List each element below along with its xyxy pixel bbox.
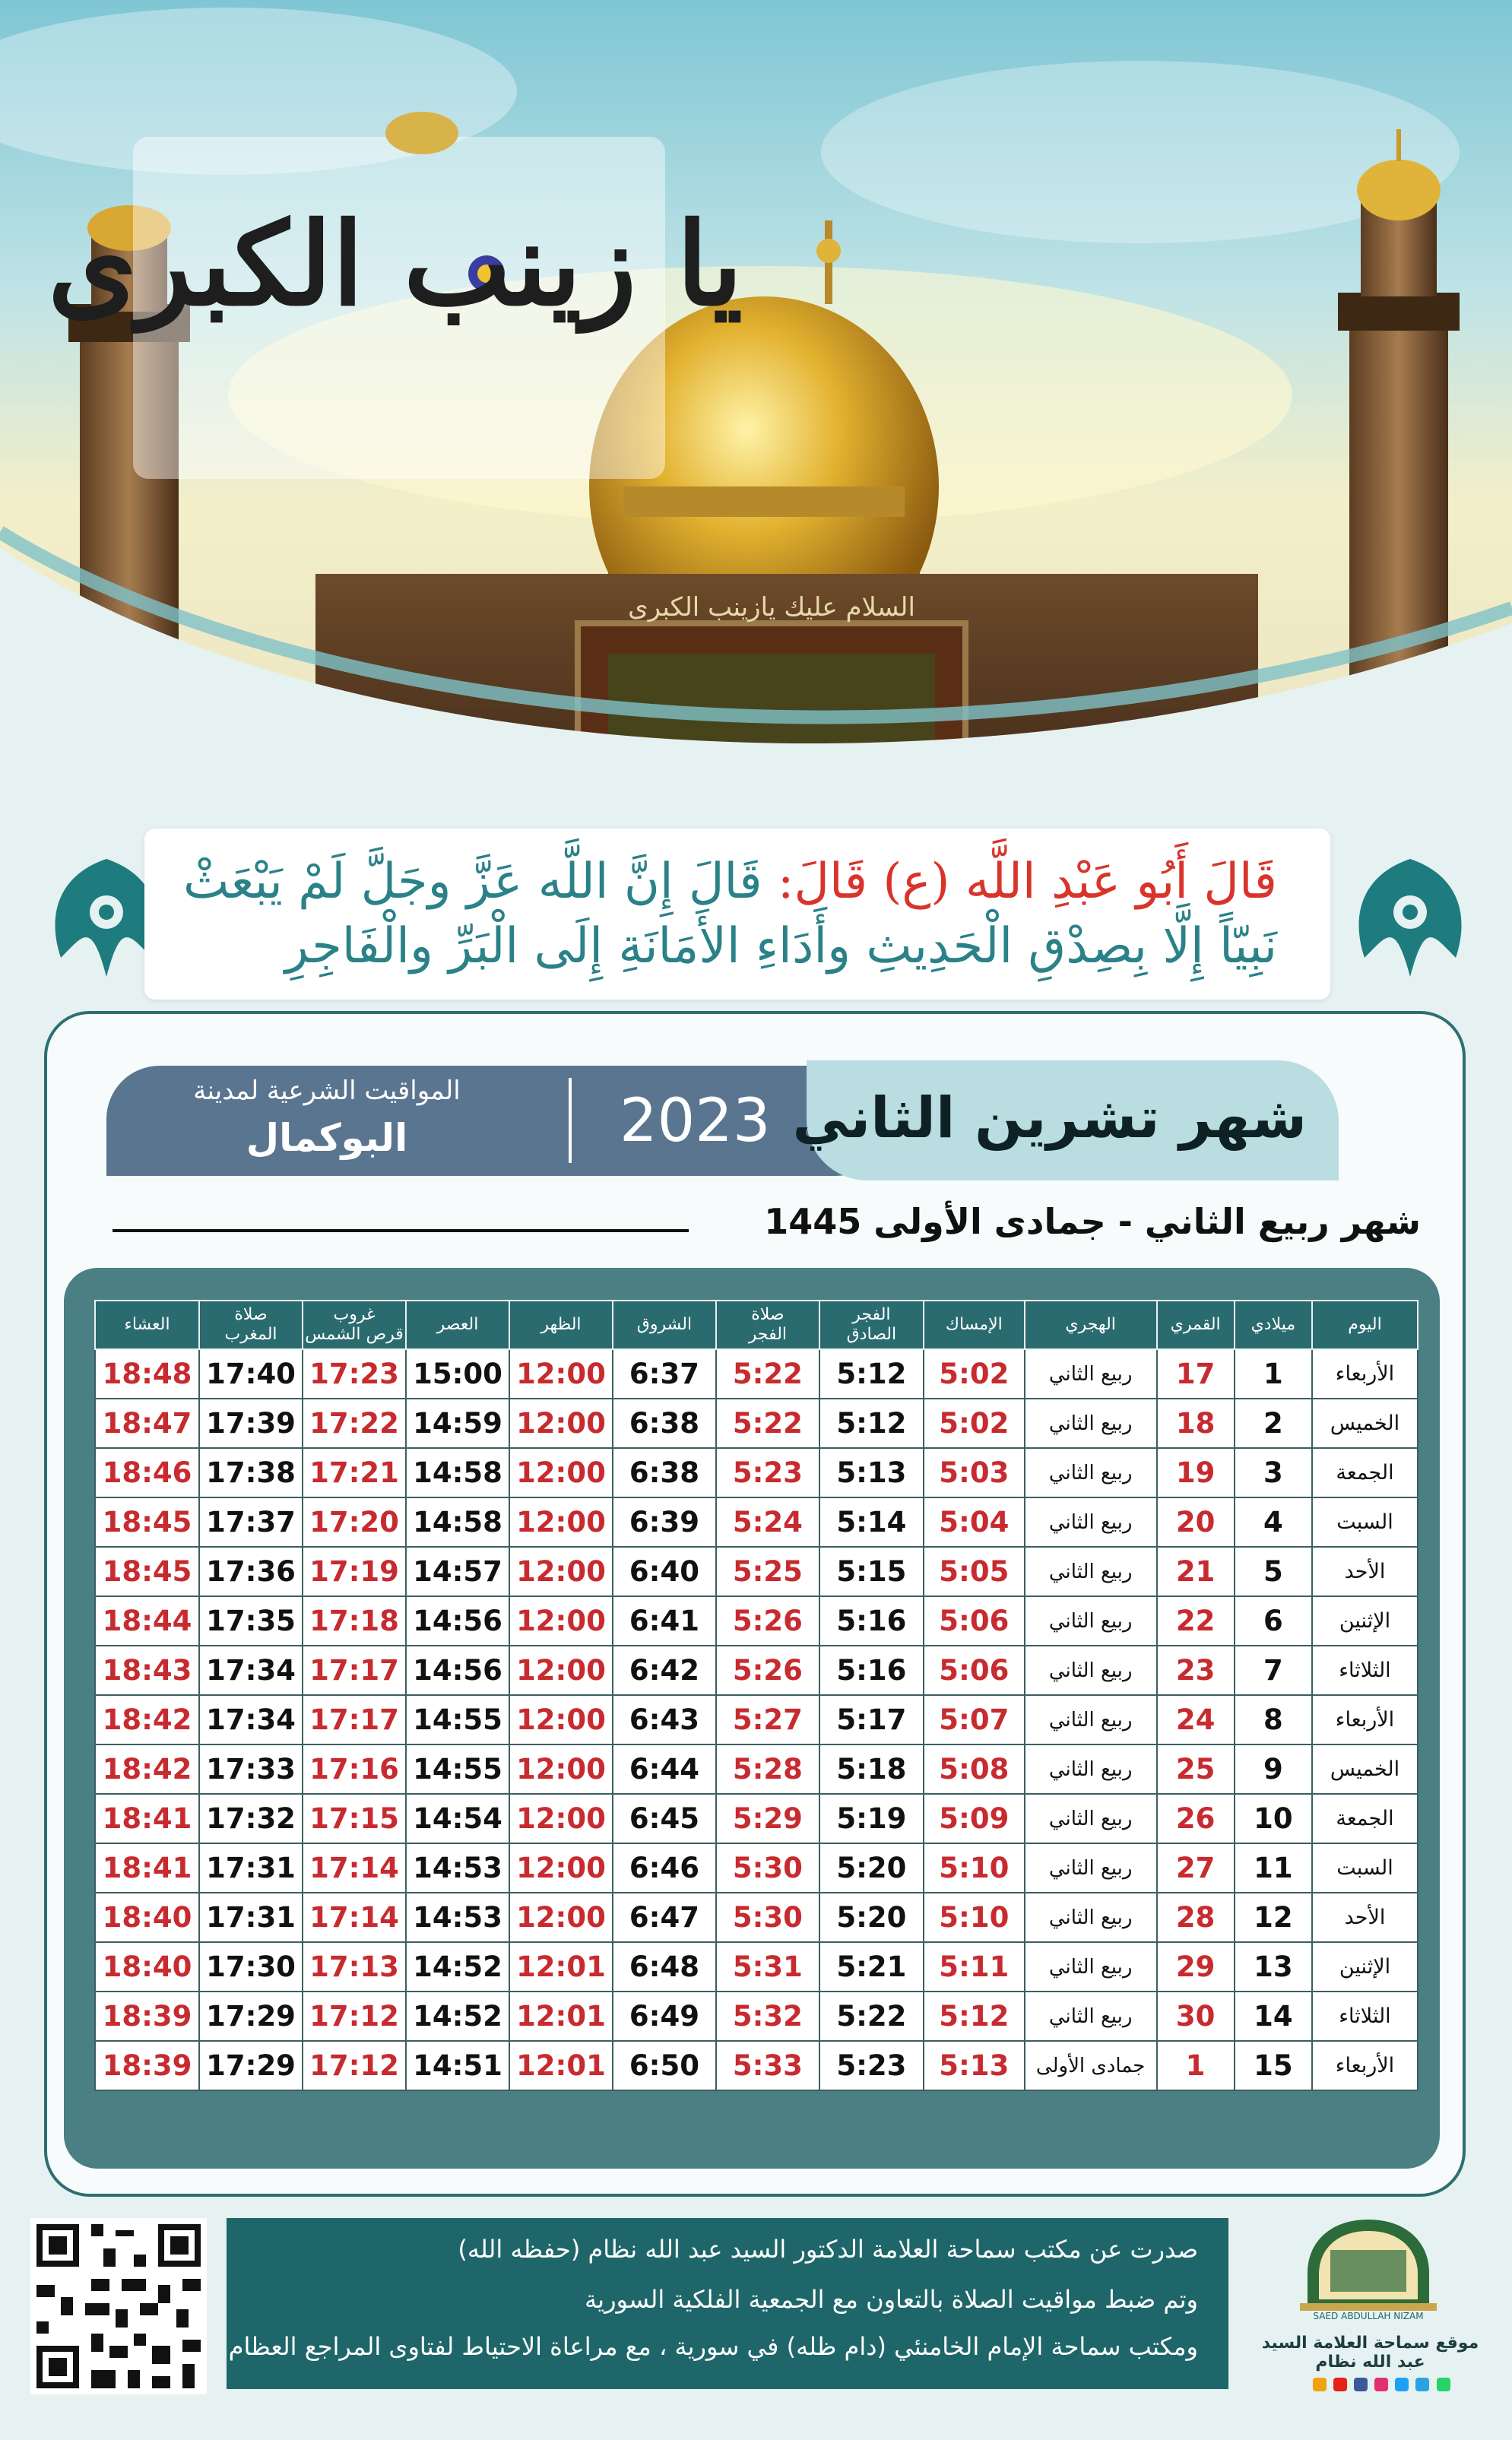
- table-row: [95, 1646, 1418, 1695]
- table-cell-gregorian: 3: [1235, 1448, 1312, 1497]
- table-cell-fajr-sadiq: 5:19: [819, 1794, 924, 1843]
- table-cell-lunar: 21: [1157, 1547, 1235, 1596]
- table-cell-sunrise: 6:47: [613, 1893, 716, 1942]
- instagram-icon[interactable]: [1374, 2378, 1388, 2391]
- table-cell-fajr-prayer: 5:32: [716, 1992, 819, 2041]
- table-cell-gregorian: 11: [1235, 1843, 1312, 1893]
- table-cell-asr: 14:53: [406, 1893, 509, 1942]
- table-cell-imsak: 5:02: [924, 1349, 1025, 1399]
- table-cell-day: الجمعة: [1312, 1448, 1418, 1497]
- social-icons: [1311, 2378, 1452, 2396]
- whatsapp-icon[interactable]: [1437, 2378, 1450, 2391]
- table-cell-sunset: 17:22: [303, 1399, 406, 1448]
- table-cell-gregorian: 7: [1235, 1646, 1312, 1695]
- table-cell-sunset: 17:18: [303, 1596, 406, 1646]
- table-cell-fajr-prayer: 5:22: [716, 1349, 819, 1399]
- table-cell-dhuhr: 12:00: [509, 1893, 613, 1942]
- col-sunrise: الشروق: [613, 1301, 716, 1349]
- table-cell-gregorian: 13: [1235, 1942, 1312, 1992]
- table-cell-maghrib: 17:31: [199, 1893, 303, 1942]
- col-fajr-prayer-l1: صلاة: [751, 1305, 785, 1324]
- table-cell-asr: 14:57: [406, 1547, 509, 1596]
- table-cell-sunset: 17:23: [303, 1349, 406, 1399]
- table-cell-sunset: 17:19: [303, 1547, 406, 1596]
- table-cell-asr: 14:51: [406, 2041, 509, 2090]
- table-cell-hijri: ربيع الثاني: [1025, 1646, 1157, 1695]
- table-cell-maghrib: 17:31: [199, 1843, 303, 1893]
- table-cell-sunset: 17:14: [303, 1843, 406, 1893]
- hadith-box: [144, 829, 1330, 1000]
- table-cell-imsak: 5:10: [924, 1893, 1025, 1942]
- table-cell-dhuhr: 12:00: [509, 1349, 613, 1399]
- city-name: البوكمال: [246, 1116, 408, 1160]
- col-dhuhr: الظهر: [509, 1301, 613, 1349]
- col-sunset-l1: غروب: [333, 1305, 376, 1324]
- table-cell-dhuhr: 12:01: [509, 1942, 613, 1992]
- year-label: 2023: [620, 1087, 771, 1155]
- table-cell-asr: 14:58: [406, 1448, 509, 1497]
- footer-line-3: ومكتب سماحة الإمام الخامنئي (دام ظله) في سورية ، مع مراعاة الاحتياط لفتاوى المراجع العظام: [228, 2332, 1198, 2361]
- footer-line-1: صدرت عن مكتب سماحة العلامة الدكتور السيد عبد الله نظام (حفظه الله): [458, 2235, 1198, 2264]
- table-cell-sunset: 17:21: [303, 1448, 406, 1497]
- table-cell-hijri: ربيع الثاني: [1025, 1794, 1157, 1843]
- col-imsak: الإمساك: [924, 1301, 1025, 1349]
- table-cell-maghrib: 17:37: [199, 1497, 303, 1547]
- table-cell-imsak: 5:07: [924, 1695, 1025, 1744]
- table-cell-gregorian: 6: [1235, 1596, 1312, 1646]
- table-cell-sunrise: 6:45: [613, 1794, 716, 1843]
- table-cell-maghrib: 17:40: [199, 1349, 303, 1399]
- table-cell-fajr-prayer: 5:23: [716, 1448, 819, 1497]
- table-cell-imsak: 5:11: [924, 1942, 1025, 1992]
- table-cell-lunar: 26: [1157, 1794, 1235, 1843]
- table-cell-fajr-sadiq: 5:12: [819, 1349, 924, 1399]
- table-cell-sunset: 17:17: [303, 1646, 406, 1695]
- table-cell-fajr-sadiq: 5:15: [819, 1547, 924, 1596]
- table-cell-sunrise: 6:50: [613, 2041, 716, 2090]
- table-cell-dhuhr: 12:00: [509, 1646, 613, 1695]
- table-cell-fajr-prayer: 5:30: [716, 1893, 819, 1942]
- table-cell-isha: 18:39: [95, 2041, 199, 2090]
- prayer-times-table: [94, 1300, 1418, 2091]
- table-cell-maghrib: 17:30: [199, 1942, 303, 1992]
- table-cell-asr: 14:55: [406, 1744, 509, 1794]
- table-cell-asr: 14:59: [406, 1399, 509, 1448]
- table-cell-imsak: 5:13: [924, 2041, 1025, 2090]
- banner-divider: [569, 1078, 572, 1163]
- shrine-illustration: [0, 0, 1512, 836]
- hadith-text-1: قَالَ إِنَّ اللَّه عَزَّ وجَلَّ لَمْ يَبْعَثْ: [182, 854, 762, 910]
- table-cell-dhuhr: 12:00: [509, 1497, 613, 1547]
- table-cell-hijri: ربيع الثاني: [1025, 1596, 1157, 1646]
- table-cell-day: الإثنين: [1312, 1596, 1418, 1646]
- table-cell-hijri: ربيع الثاني: [1025, 1695, 1157, 1744]
- table-cell-sunset: 17:16: [303, 1744, 406, 1794]
- table-row: [95, 1695, 1418, 1744]
- table-cell-maghrib: 17:29: [199, 1992, 303, 2041]
- table-cell-fajr-prayer: 5:26: [716, 1596, 819, 1646]
- table-cell-sunset: 17:12: [303, 1992, 406, 2041]
- col-maghrib-l1: صلاة: [234, 1305, 268, 1324]
- table-cell-asr: 14:54: [406, 1794, 509, 1843]
- table-cell-maghrib: 17:29: [199, 2041, 303, 2090]
- table-cell-fajr-prayer: 5:27: [716, 1695, 819, 1744]
- facebook-icon[interactable]: [1354, 2378, 1368, 2391]
- col-sunset: [303, 1301, 406, 1349]
- col-fajr-prayer-l2: الفجر: [748, 1325, 788, 1344]
- calligraphy-logo: يا زينب الكبرى: [47, 198, 743, 331]
- table-row: [95, 1942, 1418, 1992]
- hero-image: [0, 0, 1512, 836]
- table-cell-fajr-sadiq: 5:12: [819, 1399, 924, 1448]
- table-cell-asr: 14:56: [406, 1646, 509, 1695]
- col-fajr-sadiq-l2: الصادق: [846, 1325, 897, 1344]
- table-cell-day: الخميس: [1312, 1399, 1418, 1448]
- table-cell-imsak: 5:12: [924, 1992, 1025, 2041]
- table-cell-fajr-sadiq: 5:22: [819, 1992, 924, 2041]
- table-cell-lunar: 23: [1157, 1646, 1235, 1695]
- table-cell-hijri: جمادى الأولى: [1025, 2041, 1157, 2090]
- table-cell-sunset: 17:14: [303, 1893, 406, 1942]
- table-cell-fajr-prayer: 5:25: [716, 1547, 819, 1596]
- table-cell-dhuhr: 12:00: [509, 1744, 613, 1794]
- table-cell-gregorian: 14: [1235, 1992, 1312, 2041]
- table-body: [95, 1349, 1418, 2090]
- table-cell-day: الثلاثاء: [1312, 1992, 1418, 2041]
- col-sunset-l2: قرص الشمس: [305, 1325, 404, 1344]
- table-cell-gregorian: 12: [1235, 1893, 1312, 1942]
- logo-arabic-text: موقع سماحة العلامة السيد عبد الله نظام: [1261, 2334, 1479, 2372]
- table-row: [95, 1992, 1418, 2041]
- table-cell-sunset: 17:17: [303, 1695, 406, 1744]
- table-cell-asr: 14:58: [406, 1497, 509, 1547]
- table-cell-fajr-prayer: 5:30: [716, 1843, 819, 1893]
- table-cell-fajr-sadiq: 5:16: [819, 1596, 924, 1646]
- table-row: [95, 1596, 1418, 1646]
- table-cell-isha: 18:41: [95, 1794, 199, 1843]
- table-cell-hijri: ربيع الثاني: [1025, 1992, 1157, 2041]
- table-cell-gregorian: 10: [1235, 1794, 1312, 1843]
- col-gregorian: ميلادي: [1235, 1301, 1312, 1349]
- table-cell-sunrise: 6:38: [613, 1399, 716, 1448]
- col-fajr-sadiq-l1: الفجر: [852, 1305, 891, 1324]
- table-cell-hijri: ربيع الثاني: [1025, 1942, 1157, 1992]
- table-cell-hijri: ربيع الثاني: [1025, 1349, 1157, 1399]
- footer-line-2: وتم ضبط مواقيت الصلاة بالتعاون مع الجمعية الفلكية السورية: [585, 2285, 1198, 2314]
- table-cell-imsak: 5:02: [924, 1399, 1025, 1448]
- col-maghrib: [199, 1301, 303, 1349]
- table-cell-asr: 14:52: [406, 1992, 509, 2041]
- table-cell-lunar: 27: [1157, 1843, 1235, 1893]
- table-row: [95, 1349, 1418, 1399]
- table-cell-asr: 14:52: [406, 1942, 509, 1992]
- table-cell-maghrib: 17:34: [199, 1646, 303, 1695]
- table-cell-gregorian: 1: [1235, 1349, 1312, 1399]
- table-cell-fajr-prayer: 5:28: [716, 1744, 819, 1794]
- table-cell-fajr-sadiq: 5:20: [819, 1843, 924, 1893]
- table-cell-sunset: 17:13: [303, 1942, 406, 1992]
- table-cell-dhuhr: 12:01: [509, 2041, 613, 2090]
- table-cell-lunar: 29: [1157, 1942, 1235, 1992]
- table-cell-lunar: 1: [1157, 2041, 1235, 2090]
- table-cell-fajr-prayer: 5:22: [716, 1399, 819, 1448]
- table-cell-gregorian: 4: [1235, 1497, 1312, 1547]
- table-cell-day: الأحد: [1312, 1893, 1418, 1942]
- table-row: [95, 1843, 1418, 1893]
- table-cell-isha: 18:40: [95, 1942, 199, 1992]
- table-cell-maghrib: 17:33: [199, 1744, 303, 1794]
- table-cell-asr: 14:56: [406, 1596, 509, 1646]
- table-row: [95, 1448, 1418, 1497]
- table-cell-hijri: ربيع الثاني: [1025, 1497, 1157, 1547]
- table-cell-sunset: 17:15: [303, 1794, 406, 1843]
- table-cell-imsak: 5:03: [924, 1448, 1025, 1497]
- table-cell-isha: 18:41: [95, 1843, 199, 1893]
- table-cell-isha: 18:45: [95, 1547, 199, 1596]
- table-row: [95, 1399, 1418, 1448]
- table-cell-sunrise: 6:38: [613, 1448, 716, 1497]
- table-cell-maghrib: 17:38: [199, 1448, 303, 1497]
- table-cell-isha: 18:42: [95, 1695, 199, 1744]
- table-cell-isha: 18:46: [95, 1448, 199, 1497]
- table-cell-day: السبت: [1312, 1497, 1418, 1547]
- col-lunar: القمري: [1157, 1301, 1235, 1349]
- table-cell-day: الأربعاء: [1312, 2041, 1418, 2090]
- table-cell-dhuhr: 12:00: [509, 1843, 613, 1893]
- table-cell-gregorian: 5: [1235, 1547, 1312, 1596]
- hijri-months-title: شهر ربيع الثاني - جمادى الأولى 1445: [764, 1201, 1421, 1242]
- table-cell-fajr-sadiq: 5:18: [819, 1744, 924, 1794]
- table-row: [95, 1744, 1418, 1794]
- title-underline: [113, 1229, 689, 1232]
- table-cell-isha: 18:43: [95, 1646, 199, 1695]
- table-cell-sunrise: 6:37: [613, 1349, 716, 1399]
- table-cell-lunar: 25: [1157, 1744, 1235, 1794]
- table-cell-dhuhr: 12:00: [509, 1695, 613, 1744]
- table-cell-imsak: 5:10: [924, 1843, 1025, 1893]
- table-cell-sunrise: 6:48: [613, 1942, 716, 1992]
- table-cell-dhuhr: 12:00: [509, 1547, 613, 1596]
- table-cell-isha: 18:42: [95, 1744, 199, 1794]
- table-cell-lunar: 17: [1157, 1349, 1235, 1399]
- table-cell-hijri: ربيع الثاني: [1025, 1547, 1157, 1596]
- table-cell-fajr-prayer: 5:26: [716, 1646, 819, 1695]
- table-cell-sunrise: 6:39: [613, 1497, 716, 1547]
- table-cell-lunar: 19: [1157, 1448, 1235, 1497]
- table-cell-imsak: 5:08: [924, 1744, 1025, 1794]
- youtube-icon[interactable]: [1333, 2378, 1347, 2391]
- table-cell-imsak: 5:05: [924, 1547, 1025, 1596]
- table-cell-dhuhr: 12:00: [509, 1596, 613, 1646]
- city-label: المواقيت الشرعية لمدينة: [193, 1076, 461, 1106]
- footer-box: [227, 2218, 1228, 2389]
- table-cell-sunset: 17:12: [303, 2041, 406, 2090]
- table-cell-dhuhr: 12:00: [509, 1794, 613, 1843]
- table-cell-maghrib: 17:32: [199, 1794, 303, 1843]
- table-header: [95, 1301, 1418, 1349]
- table-row: [95, 1547, 1418, 1596]
- table-cell-maghrib: 17:39: [199, 1399, 303, 1448]
- table-cell-lunar: 28: [1157, 1893, 1235, 1942]
- table-cell-day: الإثنين: [1312, 1942, 1418, 1992]
- table-cell-day: الخميس: [1312, 1744, 1418, 1794]
- table-cell-day: الجمعة: [1312, 1794, 1418, 1843]
- col-day: اليوم: [1312, 1301, 1418, 1349]
- table-cell-sunrise: 6:42: [613, 1646, 716, 1695]
- col-fajr-prayer: [716, 1301, 819, 1349]
- table-cell-lunar: 20: [1157, 1497, 1235, 1547]
- table-cell-hijri: ربيع الثاني: [1025, 1399, 1157, 1448]
- twitter-icon[interactable]: [1395, 2378, 1409, 2391]
- month-title: شهر تشرين الثاني: [792, 1085, 1307, 1151]
- hadith-intro: قَالَ أَبُو عَبْدِ اللَّه (ع) قَالَ:: [777, 854, 1277, 910]
- table-cell-isha: 18:40: [95, 1893, 199, 1942]
- table-cell-hijri: ربيع الثاني: [1025, 1893, 1157, 1942]
- table-cell-day: السبت: [1312, 1843, 1418, 1893]
- table-cell-day: الثلاثاء: [1312, 1646, 1418, 1695]
- logo-latin-text: SAED ABDULLAH NIZAM: [1313, 2311, 1424, 2321]
- table-cell-fajr-sadiq: 5:16: [819, 1646, 924, 1695]
- table-cell-sunrise: 6:43: [613, 1695, 716, 1744]
- table-cell-sunrise: 6:40: [613, 1547, 716, 1596]
- table-cell-gregorian: 2: [1235, 1399, 1312, 1448]
- table-cell-sunrise: 6:46: [613, 1843, 716, 1893]
- table-cell-fajr-prayer: 5:31: [716, 1942, 819, 1992]
- col-maghrib-l2: المغرب: [224, 1325, 277, 1344]
- table-cell-fajr-prayer: 5:24: [716, 1497, 819, 1547]
- col-isha: العشاء: [95, 1301, 199, 1349]
- shrine-inscription: السلام عليك يازينب الكبرى: [628, 592, 915, 623]
- table-cell-imsak: 5:06: [924, 1646, 1025, 1695]
- table-cell-gregorian: 8: [1235, 1695, 1312, 1744]
- table-cell-maghrib: 17:35: [199, 1596, 303, 1646]
- table-cell-lunar: 18: [1157, 1399, 1235, 1448]
- table-cell-hijri: ربيع الثاني: [1025, 1744, 1157, 1794]
- table-row: [95, 1497, 1418, 1547]
- table-cell-lunar: 22: [1157, 1596, 1235, 1646]
- table-cell-asr: 14:55: [406, 1695, 509, 1744]
- hadith-line-1: [182, 848, 1277, 916]
- table-cell-lunar: 24: [1157, 1695, 1235, 1744]
- table-cell-fajr-sadiq: 5:17: [819, 1695, 924, 1744]
- table-cell-imsak: 5:09: [924, 1794, 1025, 1843]
- table-cell-hijri: ربيع الثاني: [1025, 1843, 1157, 1893]
- soundcloud-icon[interactable]: [1313, 2378, 1327, 2391]
- table-cell-fajr-sadiq: 5:21: [819, 1942, 924, 1992]
- table-cell-maghrib: 17:34: [199, 1695, 303, 1744]
- table-cell-fajr-sadiq: 5:20: [819, 1893, 924, 1942]
- qr-code-icon[interactable]: [30, 2218, 207, 2394]
- telegram-icon[interactable]: [1415, 2378, 1429, 2391]
- table-cell-asr: 14:53: [406, 1843, 509, 1893]
- table-cell-imsak: 5:04: [924, 1497, 1025, 1547]
- col-hijri: الهجري: [1025, 1301, 1157, 1349]
- table-cell-day: الأربعاء: [1312, 1349, 1418, 1399]
- table-cell-sunrise: 6:41: [613, 1596, 716, 1646]
- table-row: [95, 1893, 1418, 1942]
- table-cell-sunrise: 6:44: [613, 1744, 716, 1794]
- table-cell-fajr-prayer: 5:29: [716, 1794, 819, 1843]
- table-cell-isha: 18:44: [95, 1596, 199, 1646]
- table-cell-isha: 18:48: [95, 1349, 199, 1399]
- table-cell-lunar: 30: [1157, 1992, 1235, 2041]
- col-asr: العصر: [406, 1301, 509, 1349]
- table-cell-day: الأحد: [1312, 1547, 1418, 1596]
- table-cell-sunrise: 6:49: [613, 1992, 716, 2041]
- table-cell-isha: 18:39: [95, 1992, 199, 2041]
- table-cell-dhuhr: 12:00: [509, 1399, 613, 1448]
- table-row: [95, 1794, 1418, 1843]
- col-fajr-sadiq: [819, 1301, 924, 1349]
- table-cell-fajr-sadiq: 5:13: [819, 1448, 924, 1497]
- table-row: [95, 2041, 1418, 2090]
- table-cell-gregorian: 9: [1235, 1744, 1312, 1794]
- table-cell-fajr-sadiq: 5:23: [819, 2041, 924, 2090]
- table-cell-hijri: ربيع الثاني: [1025, 1448, 1157, 1497]
- table-cell-gregorian: 15: [1235, 2041, 1312, 2090]
- table-cell-imsak: 5:06: [924, 1596, 1025, 1646]
- table-cell-sunset: 17:20: [303, 1497, 406, 1547]
- table-cell-asr: 15:00: [406, 1349, 509, 1399]
- table-cell-dhuhr: 12:00: [509, 1448, 613, 1497]
- table-cell-fajr-sadiq: 5:14: [819, 1497, 924, 1547]
- table-cell-dhuhr: 12:01: [509, 1992, 613, 2041]
- table-cell-day: الأربعاء: [1312, 1695, 1418, 1744]
- table-cell-isha: 18:47: [95, 1399, 199, 1448]
- table-cell-isha: 18:45: [95, 1497, 199, 1547]
- table-cell-fajr-prayer: 5:33: [716, 2041, 819, 2090]
- table-cell-maghrib: 17:36: [199, 1547, 303, 1596]
- ornament-right-icon: [1342, 851, 1479, 984]
- hadith-line-2: نَبِيّاً إِلَّا بِصِدْقِ الْحَدِيثِ وأَدَاءِ الأَمَانَةِ إِلَى الْبَرِّ والْفَاجِرِ: [284, 918, 1277, 974]
